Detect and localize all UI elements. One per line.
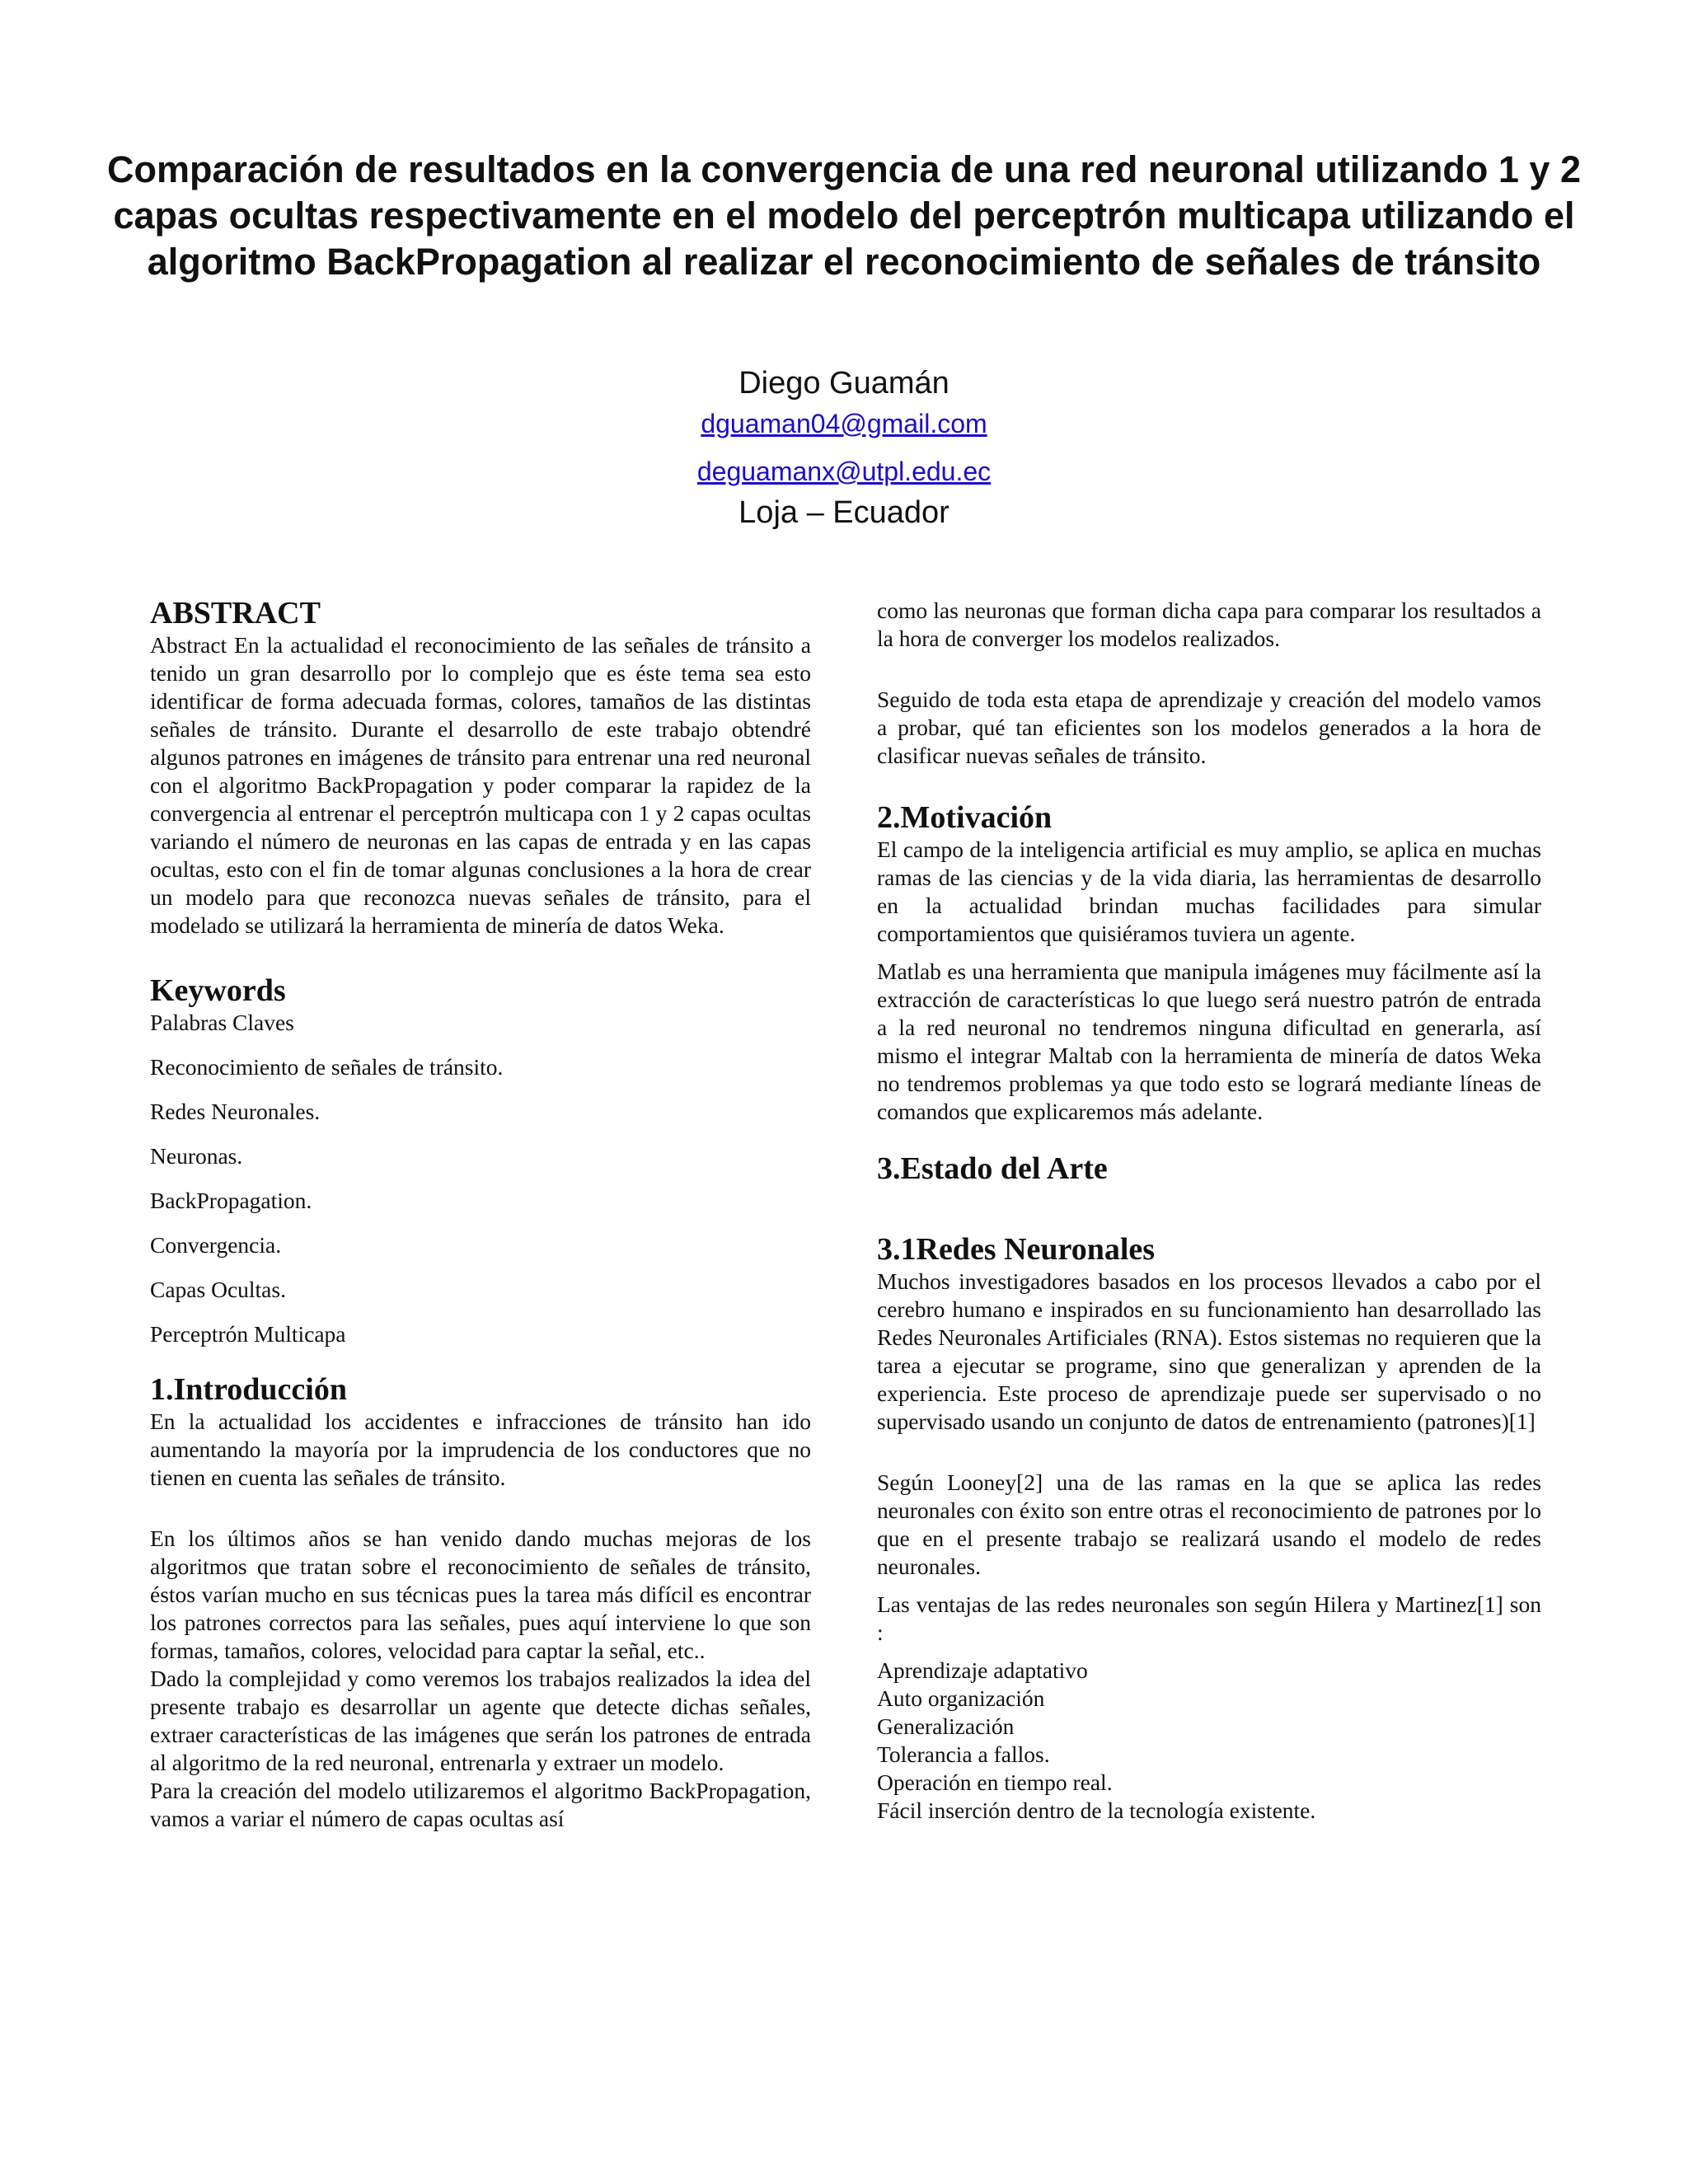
abstract-heading: ABSTRACT [150, 596, 321, 630]
advantage-item: Fácil inserción dentro de la tecnología existente. [877, 1797, 1316, 1823]
intro-paragraph: Dado la complejidad y como veremos los trabajos realizados la idea del presente trabajo es desarrollar un agente que detecte dichas señales, extraer características de las imágenes que serán los patrones de entrada al algoritmo de la red neuronal, entrenarla y extraer un modelo. [150, 1666, 811, 1775]
author-location: Loja – Ecuador [738, 495, 950, 530]
intro-paragraph: Seguido de toda esta etapa de aprendizaje y creación del modelo vamos a probar, qué tan eficientes son los modelos generados a la hora de clasificar nuevas señales de tránsito. [877, 687, 1541, 768]
paper-title: Comparación de resultados en la convergencia de una red neuronal utilizando 1 y 2 capas ocultas respectivamente en el modelo del perceptrón multicapa utilizando el algoritmo BackPropagation al realizar el reconocimiento de señales de tránsito [107, 148, 1581, 283]
motivation-paragraph: El campo de la inteligencia artificial es muy amplio, se aplica en muchas ramas de las ciencias y de la vida diaria, las herramientas de desarrollo en la actualidad brindan muchas facilidades para simular comportamientos que quisiéramos tuviera un agente. [877, 837, 1541, 946]
intro-paragraph: En los últimos años se han venido dando muchas mejoras de los algoritmos que tratan sobre el reconocimiento de señales de tránsito, éstos varían mucho en sus técnicas pues la tarea más difícil es encontrar los patrones correctos para las señales, pues aquí interviene lo que son formas, tamaños, colores, velocidad para captar la señal, etc.. [150, 1526, 811, 1663]
keyword-item: Reconocimiento de señales de tránsito. [150, 1054, 504, 1080]
state-of-art-paragraph: Muchos investigadores basados en los procesos llevados a cabo por el cerebro humano e inspirados en su funcionamiento han desarrollado las Redes Neuronales Artificiales (RNA). Estos sistemas no requieren que la tarea a ejecutar se programe, sino que generalizan y aprenden de la experiencia. Este proceso de aprendizaje puede ser supervisado o no supervisado usando un conjunto de datos de entrenamiento (patrones)[1] [877, 1268, 1541, 1434]
state-of-art-heading: 3.Estado del Arte [877, 1151, 1108, 1186]
email-link-utpl[interactable]: deguamanx@utpl.edu.ec [696, 457, 992, 486]
neural-networks-subheading: 3.1Redes Neuronales [877, 1232, 1156, 1267]
advantage-item: Generalización [877, 1713, 1015, 1739]
keyword-item: Capas Ocultas. [150, 1277, 286, 1302]
keyword-item: BackPropagation. [150, 1188, 312, 1213]
advantage-item: Aprendizaje adaptativo [877, 1657, 1088, 1683]
keywords-heading: Keywords [150, 973, 286, 1008]
keyword-item: Redes Neuronales. [150, 1099, 321, 1124]
state-of-art-paragraph: Según Looney[2] una de las ramas en la que se aplica las redes neuronales con éxito son entre otras el reconocimiento de patrones por lo que en el presente trabajo se realizará usando el modelo de redes neuronales. [877, 1469, 1541, 1579]
keyword-item: Neuronas. [150, 1143, 243, 1169]
author-name: Diego Guamán [738, 366, 950, 401]
intro-paragraph: En la actualidad los accidentes e infracciones de tránsito han ido aumentando la mayoría por la imprudencia de los conductores que no tienen en cuenta las señales de tránsito. [150, 1408, 811, 1490]
intro-paragraph: como las neuronas que forman dicha capa para comparar los resultados a la hora de converger los modelos realizados. [877, 598, 1541, 651]
keywords-list [150, 1009, 811, 1348]
keyword-item: Palabras Claves [150, 1010, 294, 1035]
left-column [150, 595, 811, 1833]
intro-heading: 1.Introducción [150, 1372, 347, 1407]
keyword-item: Convergencia. [150, 1232, 282, 1258]
abstract-text: Abstract En la actualidad el reconocimiento de las señales de tránsito a tenido un gran desarrollo por lo complejo que es éste tema sea esto identificar de forma adecuada formas, colores, tamaños de las distintas señales de tránsito. Durante el desarrollo de este trabajo obtendré algunos patrones en imágenes de tránsito para entrenar una red neuronal con el algoritmo BackPropagation y poder comparar la rapidez de la convergencia al entrenar el perceptrón multicapa con 1 y 2 capas ocultas variando el número de neuronas en las capas de entrada y en las capas ocultas, esto con el fin de tomar algunas conclusiones a la hora de crear un modelo para que reconozca nuevas señales de tránsito, para el modelado se utilizará la herramienta de minería de datos Weka. [150, 632, 811, 938]
state-of-art-paragraph: Las ventajas de las redes neuronales son según Hilera y Martinez[1] son : [877, 1591, 1541, 1645]
email-link-gmail[interactable]: dguaman04@gmail.com [701, 409, 987, 438]
motivation-heading: 2.Motivación [877, 800, 1053, 835]
intro-paragraph: Para la creación del modelo utilizaremos el algoritmo BackPropagation, vamos a variar el número de capas ocultas así [150, 1778, 811, 1831]
motivation-paragraph: Matlab es una herramienta que manipula imágenes muy fácilmente así la extracción de características lo que luego será nuestro patrón de entrada a la red neuronal no tendremos ninguna dificultad en generarla, así mismo el integrar Maltab con la herramienta de minería de datos Weka no tendremos problemas ya que todo esto se logrará mediante líneas de comandos que explicaremos más adelante. [877, 958, 1541, 1124]
keyword-item: Perceptrón Multicapa [150, 1321, 346, 1347]
advantage-item: Auto organización [877, 1685, 1045, 1711]
advantages-list [877, 1657, 1541, 1825]
advantage-item: Tolerancia a fallos. [877, 1741, 1050, 1767]
author-block [0, 363, 1688, 534]
advantage-item: Operación en tiempo real. [877, 1769, 1113, 1795]
right-column [877, 597, 1541, 1825]
